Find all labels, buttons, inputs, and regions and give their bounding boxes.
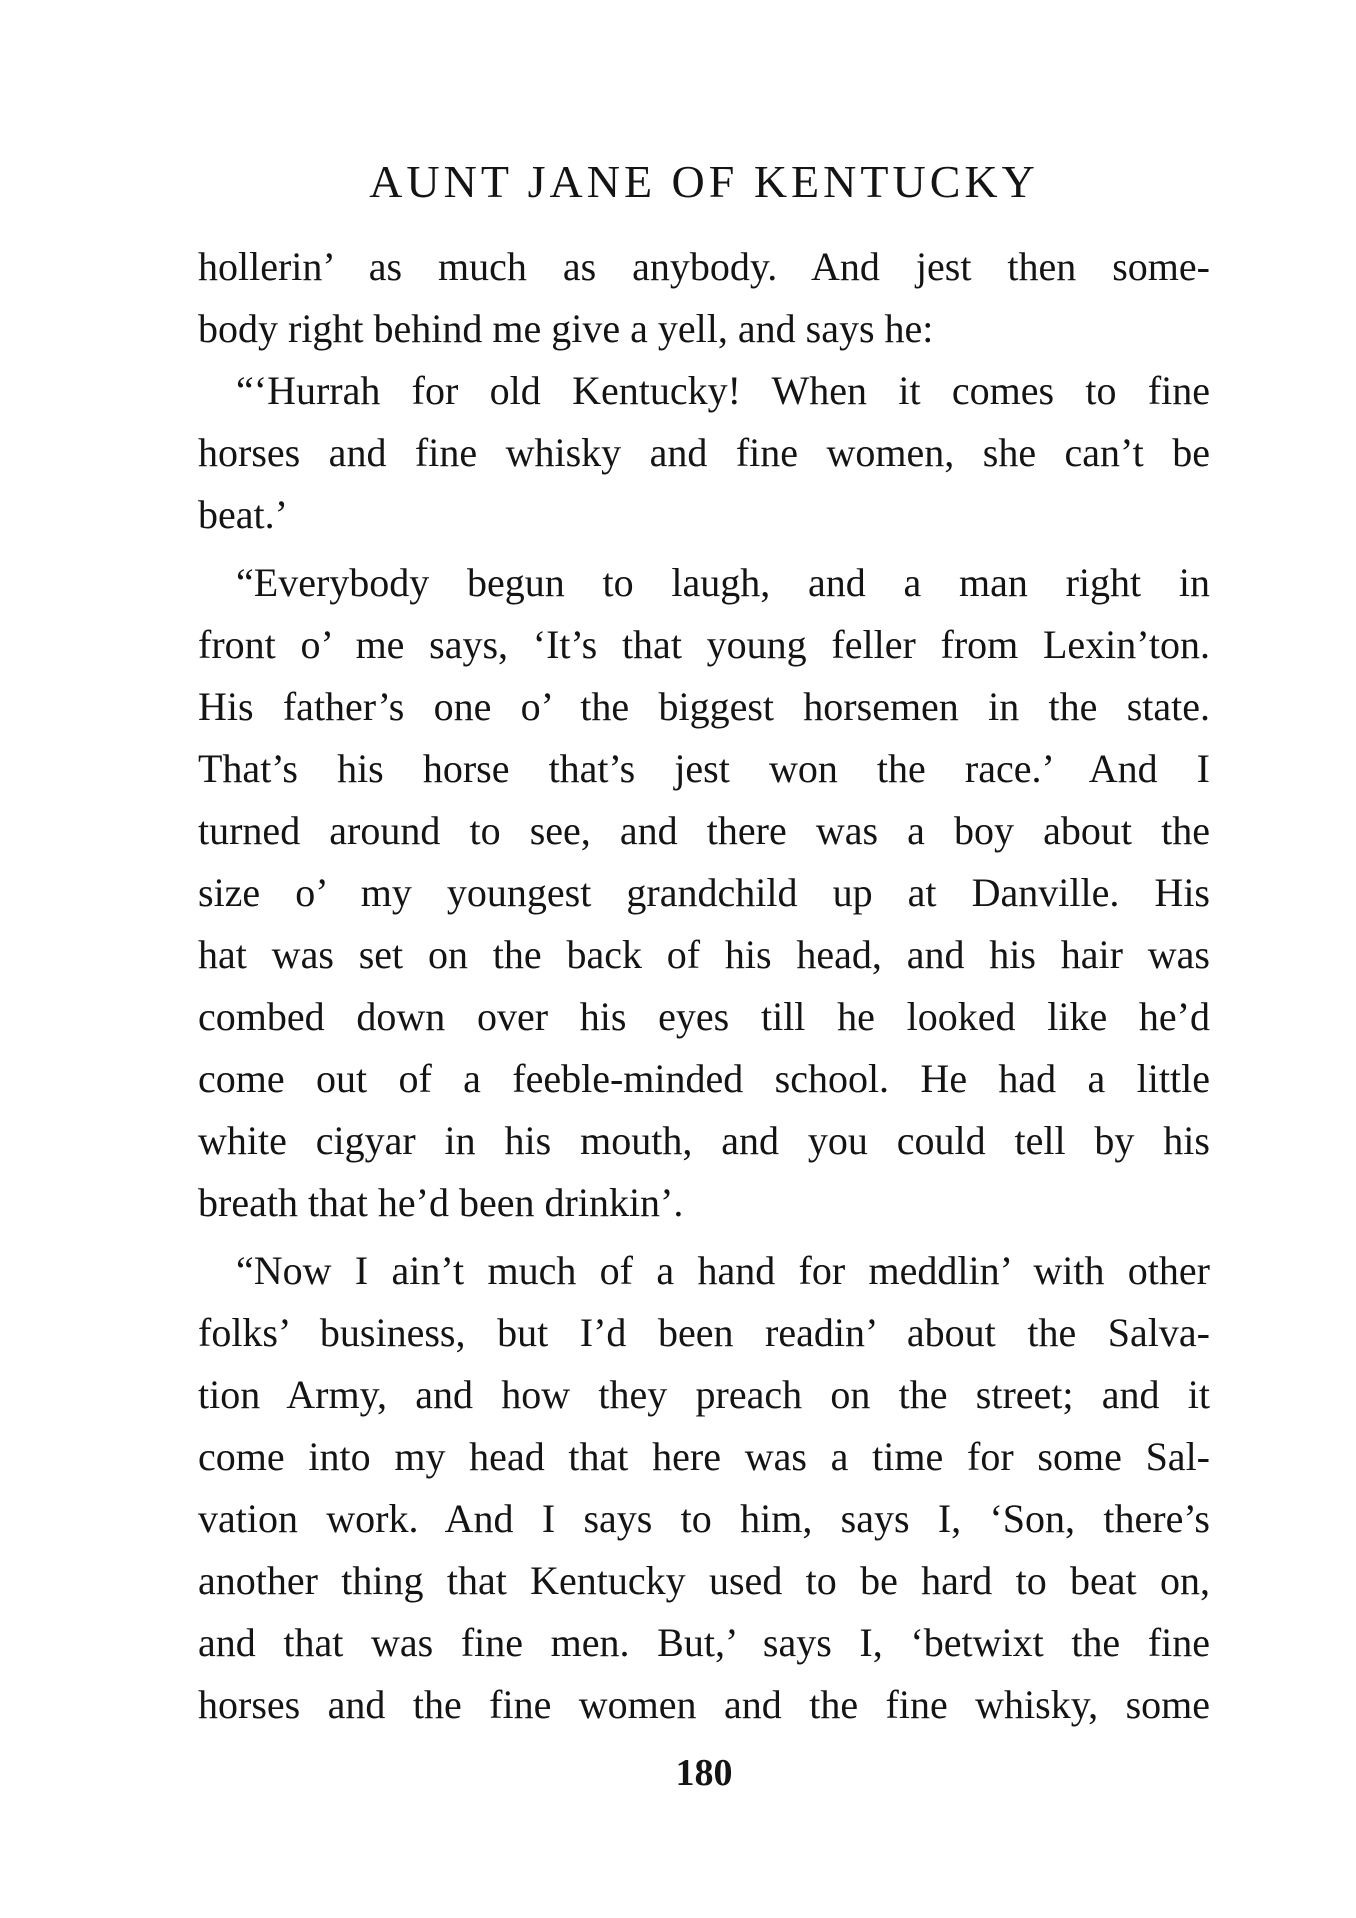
text-line: come into my head that here was a time for some Sal- [198,1434,1210,1479]
text-line: white cigyar in his mouth, and you could tell by his [198,1118,1210,1163]
text-line: combed down over his eyes till he looked like he’d [198,994,1210,1039]
text-line: “Everybody begun to laugh, and a man right in [236,560,1210,605]
text-line: breath that he’d been drinkin’. [198,1180,684,1225]
text-line: tion Army, and how they preach on the street; and it [198,1372,1210,1417]
text-line: vation work. And I says to him, says I, ‘Son, there’s [198,1496,1210,1541]
text-line: folks’ business, but I’d been readin’ about the Salva- [198,1310,1210,1355]
text-line: beat.’ [198,492,288,537]
text-line: horses and fine whisky and fine women, she can’t be [198,430,1210,475]
text-line: body right behind me give a yell, and says he: [198,306,934,351]
text-line: That’s his horse that’s jest won the race.’ And I [198,746,1210,791]
text-line: His father’s one o’ the biggest horsemen in the state. [198,684,1210,729]
text-line: another thing that Kentucky used to be hard to beat on, [198,1558,1210,1603]
text-line: turned around to see, and there was a boy about the [198,808,1210,853]
running-head: AUNT JANE OF KENTUCKY [369,156,1039,207]
text-line: hollerin’ as much as anybody. And jest then some- [198,244,1210,289]
text-line: “Now I ain’t much of a hand for meddlin’ with other [236,1248,1210,1293]
text-line: front o’ me says, ‘It’s that young feller from Lexin’ton. [198,622,1210,667]
text-line: size o’ my youngest grandchild up at Danville. His [198,870,1210,915]
text-line: come out of a feeble-minded school. He had a little [198,1056,1210,1101]
text-line: “‘Hurrah for old Kentucky! When it comes to fine [236,368,1210,413]
text-line: hat was set on the back of his head, and his hair was [198,932,1210,977]
text-line: horses and the fine women and the fine whisky, some [198,1682,1210,1727]
body-text [198,236,1210,1736]
text-line: and that was fine men. But,’ says I, ‘betwixt the fine [198,1620,1210,1665]
page-number: 180 [675,1752,733,1794]
